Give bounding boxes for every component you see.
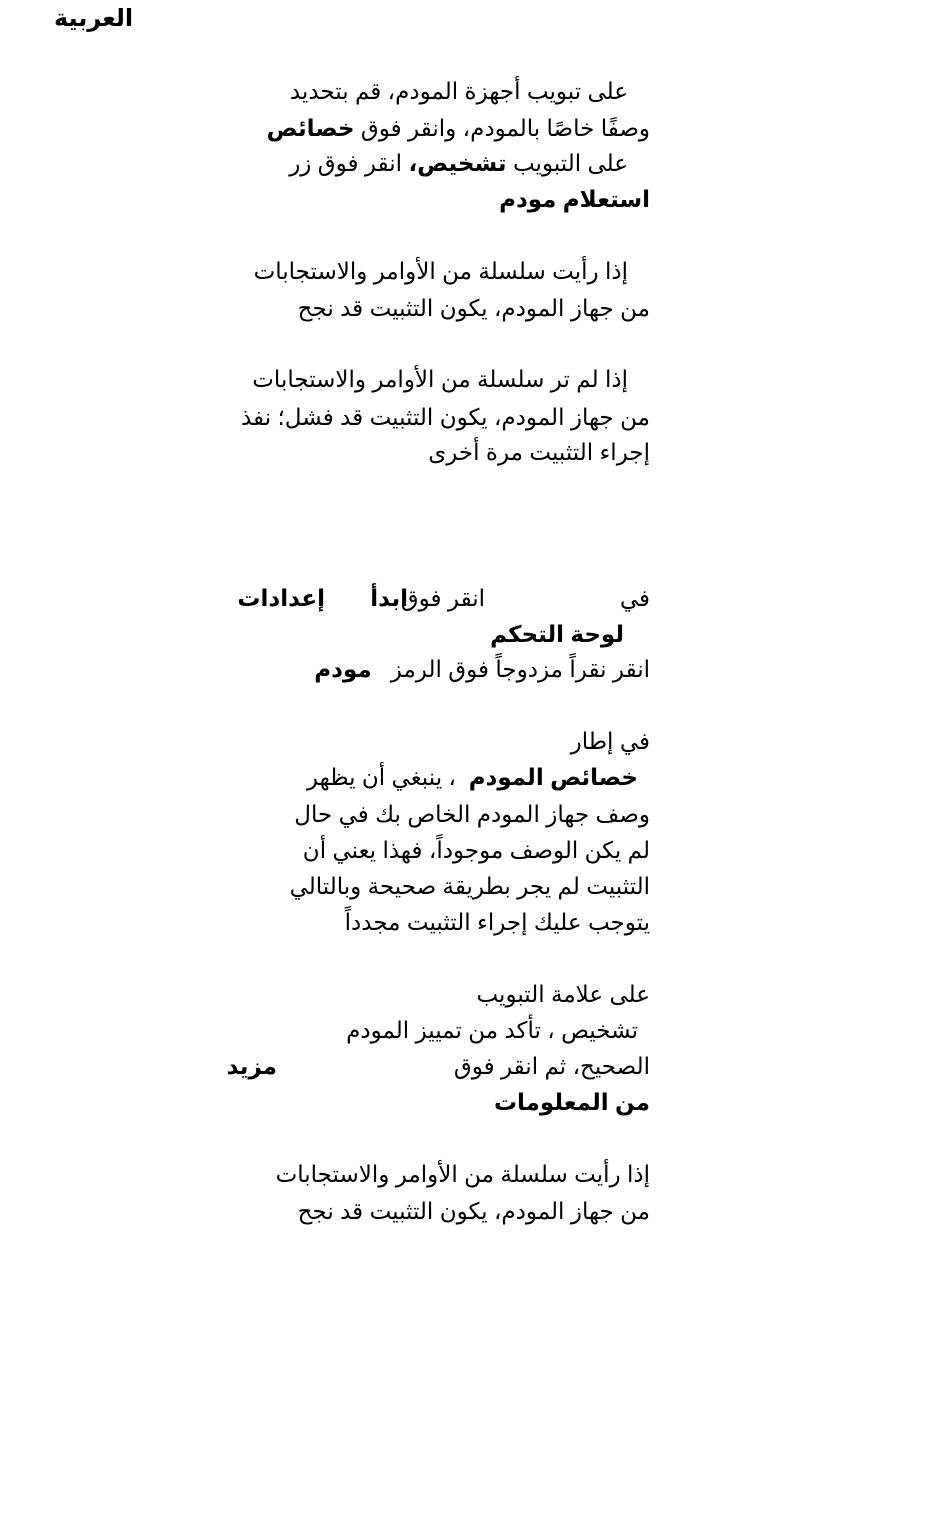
line: إذا رأيت سلسلة من الأوامر والاستجابات [275,1161,650,1187]
line: إذا لم تر سلسلة من الأوامر والاستجابات [252,366,628,392]
line: إذا رأيت سلسلة من الأوامر والاستجابات [253,258,628,284]
control-panel-term: لوحة التحكم [490,621,624,647]
line [267,113,650,143]
line: من جهاز المودم، يكون التثبيت قد فشل؛ نفذ [240,404,650,430]
line: على تبويب أجهزة المودم، قم بتحديد [289,78,628,104]
info-term: من المعلومات [493,1089,650,1115]
language-heading: العربية [54,5,134,32]
line: تشخيص ، تأكد من تمييز المودم [346,1017,638,1043]
line: على علامة التبويب [476,981,650,1007]
text: انقر فوق [400,585,485,611]
line [314,654,650,684]
text: وصفًا خاصًا بالمودم، وانقر فوق [354,115,650,141]
modem-term: مودم [314,656,372,682]
text: على التبويب [506,150,628,176]
line: إجراء التثبيت مرة أخرى [428,439,650,465]
diagnostics-term: تشخيص، [408,150,507,176]
text: انقر فوق زر [289,150,409,176]
modem-properties-term: خصائص المودم [468,764,638,790]
text: في [619,585,650,611]
line [289,148,628,178]
text: الصحيح، ثم انقر فوق [453,1053,650,1079]
line: من جهاز المودم، يكون التثبيت قد نجح [297,1198,650,1224]
text: ، ينبغي أن يظهر [306,764,456,790]
properties-term: خصائص [266,115,355,141]
line: يتوجب عليك إجراء التثبيت مجدداً [344,909,650,935]
line: من جهاز المودم، يكون التثبيت قد نجح [297,295,650,321]
start-term: ابدأ [370,585,408,611]
text: انقر نقراً مزدوجاً فوق الرمز [390,656,650,682]
line: وصف جهاز المودم الخاص بك في حال [294,801,650,827]
line [307,762,638,792]
settings-term: إعدادات [237,585,325,611]
line: لم يكن الوصف موجوداً، فهذا يعني أن [302,837,650,863]
more-term: مزيد [226,1053,277,1079]
line: التثبيت لم يجر بطريقة صحيحة وبالتالي [289,873,650,899]
line: في إطار [570,728,650,754]
query-modem-term: استعلام مودم [499,186,650,212]
